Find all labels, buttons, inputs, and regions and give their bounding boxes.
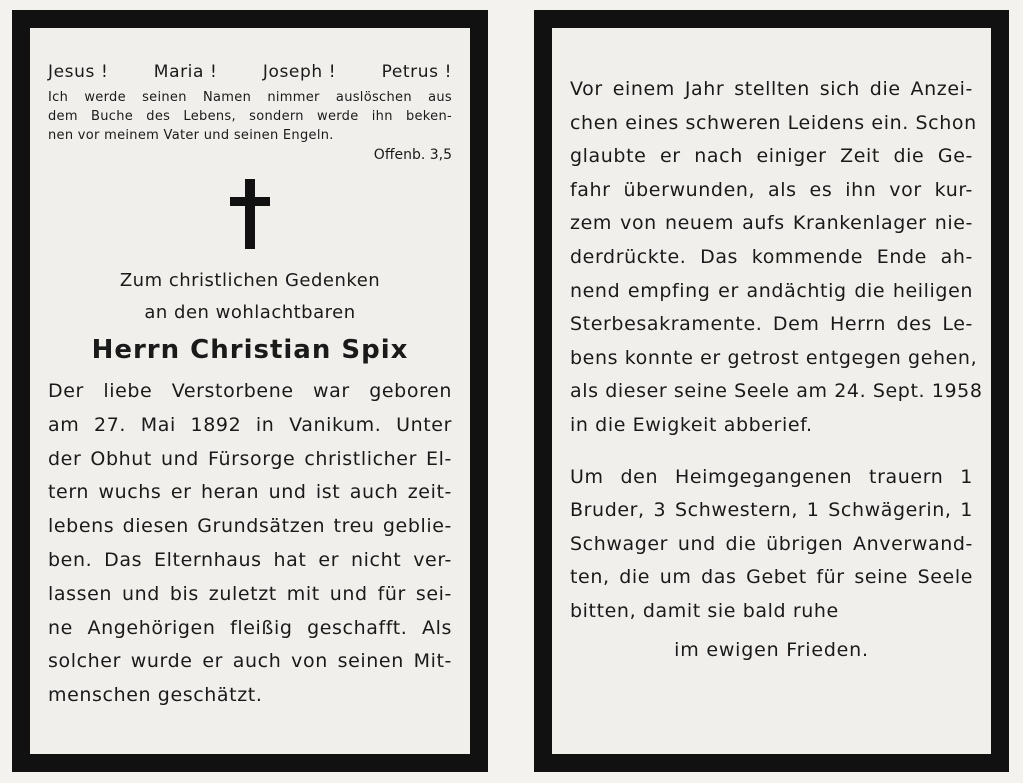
memorial-line-1: Zum christlichen Gedenken [119,270,381,291]
body-line: nend empfing er andächtig die heiligen [570,279,973,302]
verse-line: nen vor meinem Vater und seinen Engeln. [48,128,334,143]
left-card-content [30,28,470,754]
body-line: als dieser seine Seele am 24. Sept. 1958 [570,380,983,403]
body-line: lassen und bis zuletzt mit und für sei- [48,582,452,605]
invocation-jesus: Jesus ! [48,62,109,82]
body-line: bitten, damit sie bald ruhe [570,599,839,622]
body-line: fahr überwunden, als es ihn vor kur- [570,178,973,201]
left-card-panel [12,10,488,772]
bible-verse [48,88,452,145]
body-line: Schwager und die übrigen Anverwand- [570,532,973,555]
invocation-line [48,62,452,82]
body-line: am 27. Mai 1892 in Vanikum. Unter [48,413,452,436]
mourners-paragraph [570,461,973,629]
body-line: ten, die um das Gebet für seine Seele [570,566,973,589]
body-line: Der liebe Verstorbene war geboren [48,380,452,402]
biography-text [48,375,452,713]
body-line: zem von neuem aufs Krankenlager nie- [570,212,973,235]
body-line: glaubte er nach einiger Zeit die Ge- [570,145,973,168]
invocation-maria: Maria ! [153,62,218,82]
body-line: Vor einem Jahr stellten sich die Anzei- [570,78,973,100]
body-line: in die Ewigkeit abberief. [570,413,813,436]
body-line: Bruder, 3 Schwestern, 1 Schwägerin, 1 [570,499,973,522]
body-line: menschen geschätzt. [48,684,263,707]
body-line: ben. Das Elternhaus hat er nicht ver- [48,548,452,571]
body-line: bens konnte er getrost entgegen gehen, [570,346,978,369]
deceased-name: Herrn Christian Spix [91,335,409,365]
verse-line: dem Buche des Lebens, sondern werde ihn beken- [48,109,452,124]
body-line: lebens diesen Grundsätzen treu geblie- [48,515,452,538]
invocation-joseph: Joseph ! [262,62,337,82]
body-line: Sterbesakramente. Dem Herrn des Le- [570,313,973,336]
illness-paragraph [570,73,983,443]
body-line: derdrückte. Das kommende Ende ah- [570,245,973,268]
verse-line: Ich werde seinen Namen nimmer auslöschen aus [48,90,452,105]
body-line: chen eines schweren Leidens ein. Schon [570,111,977,134]
body-line: der Obhut und Fürsorge christlicher El- [48,447,452,470]
body-line: tern wuchs er heran und ist auch zeit- [48,481,452,504]
verse-reference: Offenb. 3,5 [373,147,452,163]
invocation-petrus: Petrus ! [381,62,452,82]
right-card-panel [534,10,1009,772]
cross-icon [230,179,270,251]
body-line: Um den Heimgegangenen trauern 1 [570,465,973,488]
body-line: ne Angehörigen fleißig geschafft. Als [48,616,452,639]
right-card-content [552,28,991,754]
body-line: solcher wurde er auch von seinen Mit- [48,650,452,673]
closing-line: im ewigen Frieden. [674,638,869,661]
memorial-line-2: an den wohlachtbaren [144,302,356,323]
